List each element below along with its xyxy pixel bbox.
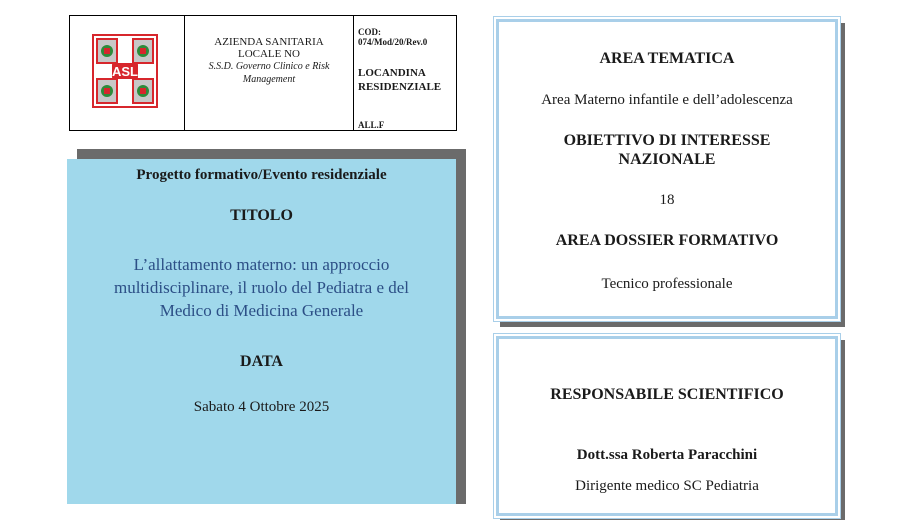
area-heading: AREA TEMATICA <box>599 50 735 67</box>
organization-cell <box>185 16 354 130</box>
dossier-value: Tecnico professionale <box>601 276 733 292</box>
doc-type-line2: RESIDENZIALE <box>358 81 442 93</box>
objective-heading <box>499 131 835 169</box>
objective-heading-line1: OBIETTIVO DI INTERESSE <box>563 132 771 149</box>
objective-heading-line2: NAZIONALE <box>618 151 716 168</box>
responsible-box <box>496 336 838 516</box>
event-title-line3: Medico di Medicina Generale <box>159 301 364 320</box>
objective-value: 18 <box>659 192 675 208</box>
org-name-line1: AZIENDA SANITARIA <box>214 36 324 48</box>
event-title-line1: L’allattamento materno: un approccio <box>133 255 390 274</box>
event-box <box>67 159 456 504</box>
responsible-role: Dirigente medico SC Pediatria <box>575 478 759 494</box>
event-title <box>81 253 442 322</box>
dept-line2: Management <box>242 74 296 85</box>
document-header <box>69 15 457 131</box>
area-value: Area Materno infantile e dell’adolescenza <box>541 92 793 108</box>
project-label: Progetto formativo/Evento residenziale <box>136 167 387 183</box>
responsible-name: Dott.ssa Roberta Paracchini <box>576 447 758 463</box>
event-title-line2: multidisciplinare, il ruolo del Pediatra e del <box>113 278 410 297</box>
code-cell <box>354 16 456 130</box>
event-date: Sabato 4 Ottobre 2025 <box>193 399 330 415</box>
info-box <box>496 19 838 319</box>
date-heading: DATA <box>240 353 283 370</box>
responsible-heading: RESPONSABILE SCIENTIFICO <box>550 386 784 403</box>
org-name-line2: LOCALE NO <box>237 48 301 60</box>
attachment-label: ALL.F <box>358 120 385 130</box>
logo-text: ASL <box>112 64 138 79</box>
dossier-heading: AREA DOSSIER FORMATIVO <box>555 232 779 249</box>
doc-type-line1: LOCANDINA <box>358 67 426 79</box>
code-value: 074/Mod/20/Rev.0 <box>358 37 428 47</box>
title-heading: TITOLO <box>230 207 293 224</box>
logo-cell <box>70 16 185 130</box>
code-label: COD: <box>358 27 381 37</box>
dept-line1: S.S.D. Governo Clinico e Risk <box>208 61 330 72</box>
asl-logo-icon <box>92 34 158 108</box>
